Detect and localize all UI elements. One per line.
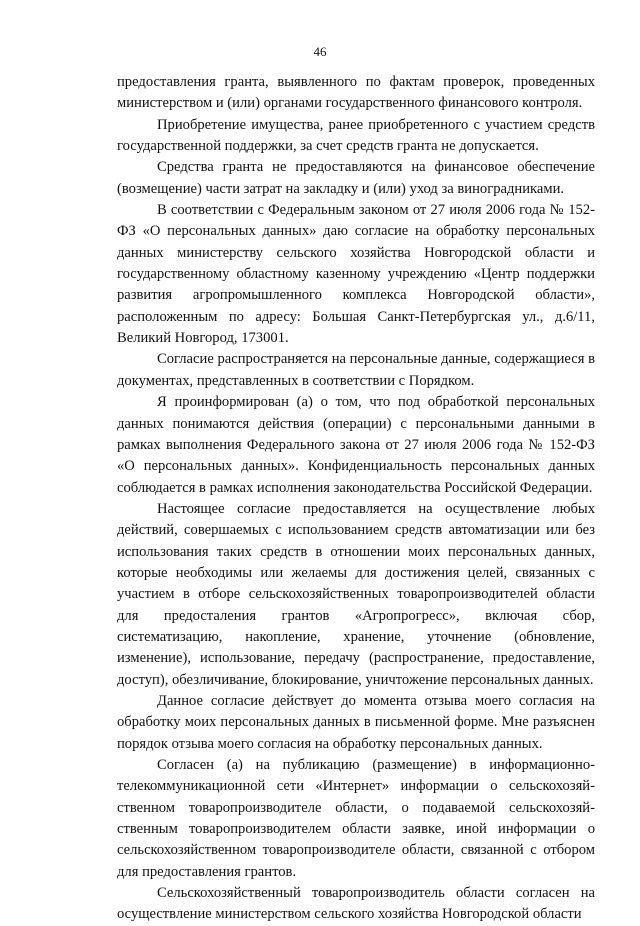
paragraph-consent-scope: Согласие распространяется на персональные данные, содержащиеся в документах, представленных в соответствии с Порядком.	[117, 351, 595, 389]
paragraph-producer-consent: Сельскохозяйственный товаропроизводитель области согласен на осуществление министерством сельского хозяйства Новгородской области	[117, 885, 595, 923]
document-body	[117, 72, 595, 926]
paragraph-internet-publication: Согласен (а) на публикацию (размещение) в информационно-телекоммуникационной сети «Интернет» информации о сельскохозяйственном товаропроизводителе области, о подаваемой сельскохозяйственным товаропроизводителем области заявке, иной информации о сельскохозяйственном товаропроизводителе области, связанной с отбором для предоставления грантов.	[117, 757, 595, 880]
paragraph-personal-data-consent: В соответствии с Федеральным законом от 27 июля 2006 года № 152-ФЗ «О персональных данных» даю согласие на обработку персональных данных министерству сельского хозяйства Новгородской области и государственному областному казенному учреждению «Центр поддержки развития агропромышленного комплекса Новгородской области», расположенным по адресу: Большая Санкт-Петербургская ул., д.6/11, Великий Новгород, 173001.	[117, 202, 595, 347]
page-number: 46	[313, 44, 327, 59]
paragraph-processing-actions: Настоящее согласие предоставляется на осуществление любых действий, совершаемых с использованием средств автоматизации или без использования таких средств в отношении моих персональных данных, которые необходимы или желаемы для достижения целей, связанных с участием в отборе сельскохозяйственных товаропроизводителей области для предосталения грантов «Агропрогресс», включая сбор, систематизацию, накопление, хранение, уточнение (обновление, изменение), использование, передачу (распространение, предоставление, доступ), обезличивание, блокирование, уничтожение персональных данных.	[117, 500, 595, 688]
paragraph-consent-validity: Данное согласие действует до момента отзыва моего согласия на обработку моих персональных данных в письменной форме. Мне разъяснен порядок отзыва моего согласия на обработку персональных данных.	[117, 692, 595, 752]
paragraph-vineyards: Средства гранта не предоставляются на финансовое обеспечение (возмещение) части затрат на закладку и (или) уход за виноградниками.	[117, 159, 595, 197]
paragraph-informed: Я проинформирован (а) о том, что под обработкой персональных данных понимаются действия (операции) с персональными данными в рамках выполнения Федерального закона от 27 июля 2006 года № 152-ФЗ «О персональных данных». Конфиденциальность персональных данных соблюдается в рамках исполнения законодательства Российской Федерации.	[117, 394, 595, 496]
paragraph-property-acquisition: Приобретение имущества, ранее приобретенного с участием средств государственной поддержки, за счет средств гранта не допускается.	[117, 116, 595, 155]
paragraph-grant-control: предоставления гранта, выявленного по фактам проверок, проведенных министерством и (или) органами государственного финансового контроля.	[117, 74, 595, 112]
